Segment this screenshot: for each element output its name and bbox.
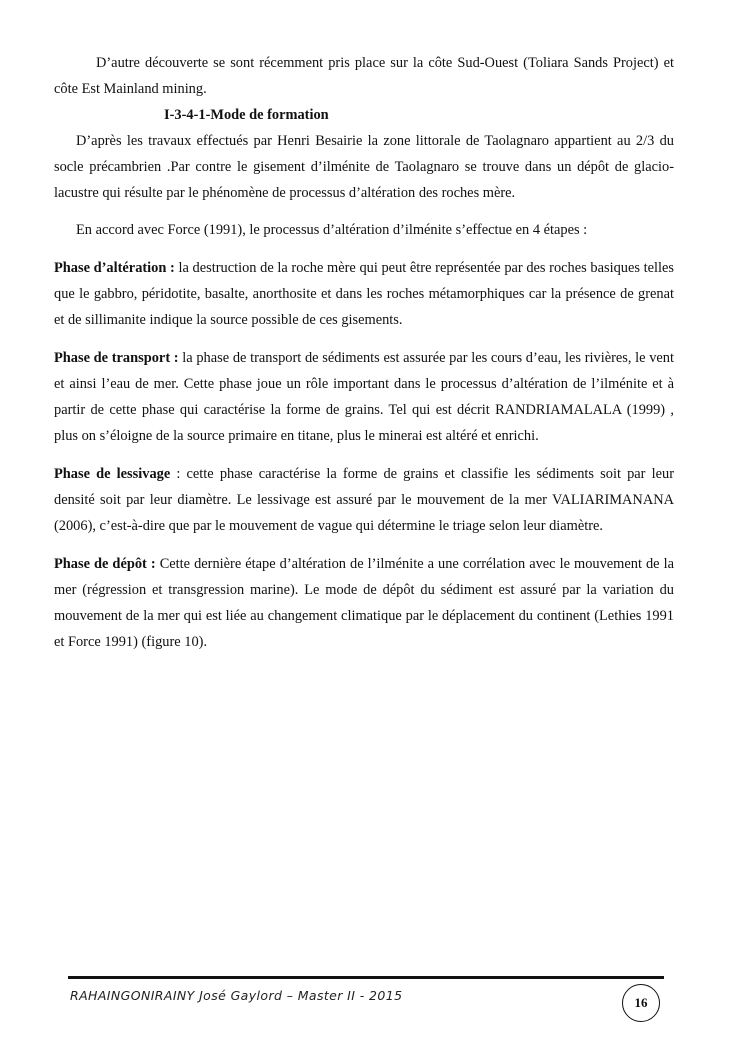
phase-transport-paragraph [54, 345, 674, 449]
force-paragraph: En accord avec Force (1991), le processus d’altération d’ilménite s’effectue en 4 étapes : [76, 222, 588, 238]
footer-divider [68, 976, 664, 979]
phase-alteration-label: Phase d’altération : [54, 260, 175, 276]
phase-lessivage-label: Phase de lessivage [54, 466, 171, 482]
section-heading: I-3-4-1-Mode de formation [164, 107, 329, 123]
intro-paragraph: D’autre découverte se sont récemment pris place sur la côte Sud-Ouest (Toliara Sands Project) et côte Est Mainland mining. [54, 55, 674, 97]
phase-transport-text: la phase de transport de sédiments est assurée par les cours d’eau, les rivières, le vent et ainsi l’eau de mer. Cette phase joue un rôle important dans le processus d’altération de l’ilménite et à partir de cette phase qui caractérise la forme de grains. Tel qui est décrit RANDRIAMALALA (1999) , plus on s’éloigne de la source primaire en titane, plus le minerai est altéré et enrichi. [54, 350, 674, 444]
phase-transport-label: Phase de transport : [54, 350, 179, 366]
page-number: 16 [634, 995, 648, 1010]
body-text [54, 50, 674, 655]
phase-depot-paragraph [54, 551, 674, 655]
phase-depot-text: Cette dernière étape d’altération de l’ilménite a une corrélation avec le mouvement de la mer (régression et transgression marine). Le mode de dépôt du sédiment est assuré par la variation du mouvement de la mer qui est liée au changement climatique par le déplacement du continent (Lethies 1991 et Force 1991) (figure 10). [54, 556, 674, 650]
phase-lessivage-text: : cette phase caractérise la forme de grains et classifie les sédiments soit par leur densité soit par leur diamètre. Le lessivage est assuré par le mouvement de la mer VALIARIMANANA (2006), c’est-à-dire que par le mouvement de vague qui détermine le triage selon leur diamètre. [54, 466, 674, 534]
besairie-paragraph: D’après les travaux effectués par Henri Besairie la zone littorale de Taolagnaro appartient au 2/3 du socle précambrien .Par contre le gisement d’ilménite de Taolagnaro se trouve dans un dépôt de glacio-lacustre qui résulte par le phénomène de processus d’altération des roches mère. [54, 133, 674, 201]
phase-alteration-text: la destruction de la roche mère qui peut être représentée par des roches basiques telles que le gabbro, péridotite, basalte, anorthosite et dans les roches métamorphiques car la présence de grenat et de sillimanite indique la source possible de ces gisements. [54, 260, 674, 328]
phase-depot-label: Phase de dépôt : [54, 556, 156, 572]
footer-author: RAHAINGONIRAINY José Gaylord – Master II - 2015 [70, 988, 403, 1003]
phase-alteration-paragraph [54, 255, 674, 333]
phase-lessivage-paragraph [54, 461, 674, 539]
page-number-badge [622, 984, 660, 1022]
